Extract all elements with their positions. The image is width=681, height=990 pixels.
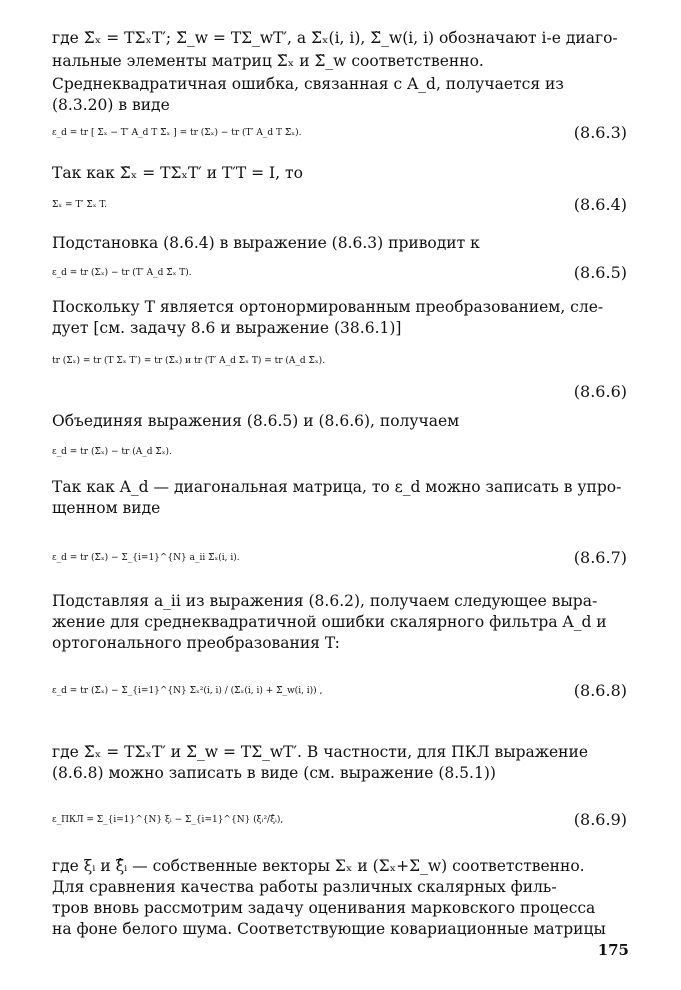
equation-number: (8.6.9) bbox=[573, 810, 627, 829]
equation-number: (8.6.3) bbox=[573, 123, 627, 142]
equation: ε_d = tr [ Σₓ − T′ A_d T Σ̃ₓ ] = tr (Σₓ) − tr (T′ A_d T Σ̃ₓ). bbox=[52, 128, 302, 138]
equation: tr (Σₓ) = tr (T Σₓ T′) = tr (Σ̃ₓ) и tr (T′ A_d Σ̃ₓ T) = tr (A_d Σ̃ₓ). bbox=[52, 356, 326, 366]
text-line: Подставляя a_ii из выражения (8.6.2), получаем следующее выра- bbox=[52, 592, 598, 610]
text-line: на фоне белого шума. Соответствующие ковариационные матрицы bbox=[52, 920, 606, 938]
equation-number: (8.6.5) bbox=[573, 263, 627, 282]
text-line: щенном виде bbox=[52, 499, 161, 517]
text-line: Среднеквадратичная ошибка, связанная с A_d, получается из bbox=[52, 75, 564, 93]
text-line: Так как Σ̃ₓ = TΣₓT′ и T′T = I, то bbox=[52, 164, 303, 182]
text-line: Подстановка (8.6.4) в выражение (8.6.3) приводит к bbox=[52, 234, 480, 252]
equation: ε_d = tr (Σ̃ₓ) − Σ_{i=1}^{N} a_ii Σ̃ₓ(i, i). bbox=[52, 553, 240, 563]
text-line: ортогонального преобразования T: bbox=[52, 634, 340, 652]
equation-number: (8.6.4) bbox=[573, 195, 627, 214]
text-line: нальные элементы матриц Σ̃ₓ и Σ̃_w соответственно. bbox=[52, 52, 484, 70]
equation: ε_ПКЛ = Σ_{i=1}^{N} ξᵢ − Σ_{i=1}^{N} (ξᵢ²/ξ̂ᵢ), bbox=[52, 815, 284, 825]
equation: ε_d = tr (Σₓ) − tr (T′ A_d Σ̃ₓ T). bbox=[52, 268, 192, 278]
text-line: тров вновь рассмотрим задачу оценивания марковского процесса bbox=[52, 899, 596, 917]
page-number: 175 bbox=[597, 941, 629, 959]
equation-number: (8.6.8) bbox=[573, 681, 627, 700]
text-line: Так как A_d — диагональная матрица, то ε_d можно записать в упро- bbox=[52, 478, 622, 496]
equation-number: (8.6.6) bbox=[573, 382, 627, 401]
equation: Σₓ = T′ Σ̃ₓ T. bbox=[52, 200, 107, 210]
text-line: Для сравнения качества работы различных скалярных филь- bbox=[52, 878, 557, 896]
text-line: дует [см. задачу 8.6 и выражение (38.6.1)] bbox=[52, 319, 402, 337]
text-line: где ξᵢ и ξ̂ᵢ — собственные векторы Σₓ и (Σₓ+Σ_w) соответственно. bbox=[52, 857, 585, 875]
text-line: где Σ̃ₓ = TΣₓT′; Σ̃_w = TΣ_wT′, а Σ̃ₓ(i, i), Σ̃_w(i, i) обозначают i-е диаго- bbox=[52, 29, 618, 47]
text-line: Объединяя выражения (8.6.5) и (8.6.6), получаем bbox=[52, 412, 460, 430]
equation: ε_d = tr (Σ̃ₓ) − Σ_{i=1}^{N} Σ̃ₓ²(i, i) / (Σ̃ₓ(i, i) + Σ̃_w(i, i)) , bbox=[52, 686, 323, 696]
text-line: (8.6.8) можно записать в виде (см. выражение (8.5.1)) bbox=[52, 764, 496, 782]
text-line: где Σ̃ₓ = TΣₓT′ и Σ̃_w = TΣ_wT′. В частности, для ПКЛ выражение bbox=[52, 743, 589, 761]
equation-number: (8.6.7) bbox=[573, 548, 627, 567]
text-line: Поскольку T является ортонормированным преобразованием, сле- bbox=[52, 298, 604, 316]
equation: ε_d = tr (Σ̃ₓ) − tr (A_d Σ̃ₓ). bbox=[52, 447, 172, 457]
text-line: (8.3.20) в виде bbox=[52, 96, 170, 114]
text-line: жение для среднеквадратичной ошибки скалярного фильтра A_d и bbox=[52, 613, 607, 631]
